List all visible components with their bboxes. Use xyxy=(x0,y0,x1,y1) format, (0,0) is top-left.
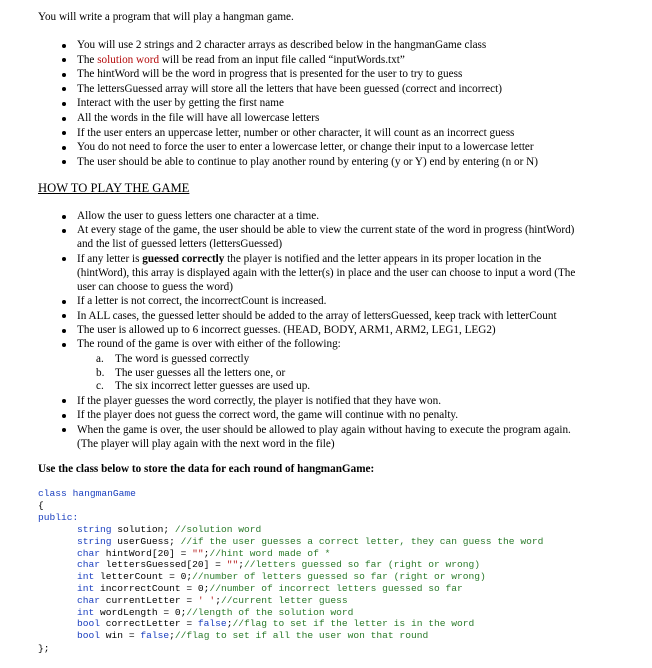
rule-line xyxy=(77,281,233,294)
end-condition-text: The user guesses all the letters one, or xyxy=(115,366,286,379)
rule-line xyxy=(77,310,557,323)
requirement-item xyxy=(77,112,319,125)
code-token: solution; xyxy=(111,524,175,535)
rule-line xyxy=(77,338,341,351)
code-token: //length of the solution word xyxy=(186,606,354,618)
requirement-item xyxy=(77,83,502,96)
end-condition-text: The six incorrect letter guesses are used up. xyxy=(115,380,311,393)
text-span: If the player does not guess the correct word, the game will continue with no penalty. xyxy=(77,409,459,422)
bullet-dot xyxy=(62,58,66,62)
code-token: int xyxy=(77,583,95,594)
code-token: //solution word xyxy=(174,524,262,535)
text-span: In ALL cases, the guessed letter should be added to the array of lettersGuessed, keep track with letterCount xyxy=(77,309,557,322)
code-member-line xyxy=(77,607,353,619)
bullet-dot xyxy=(62,314,66,318)
bullet-dot xyxy=(62,102,66,106)
code-token: //if the user guesses a correct letter, they can guess the word xyxy=(180,535,544,547)
code-member-line xyxy=(77,524,261,536)
code-token: ; xyxy=(203,547,210,559)
bullet-dot xyxy=(62,399,66,403)
code-token: correctLetter = xyxy=(100,618,198,630)
code-class-keyword: class xyxy=(38,488,67,499)
text-span: solution word xyxy=(97,53,160,66)
bullet-dot xyxy=(62,329,66,333)
text-span: If the user enters an uppercase letter, number or other character, it will count as an incorrect guess xyxy=(77,126,515,139)
text-span: Interact with the user by getting the first name xyxy=(77,97,284,110)
code-token: ; xyxy=(226,618,233,630)
code-token: userGuess; xyxy=(111,535,181,547)
bullet-dot xyxy=(62,44,66,48)
text-span: user can choose to guess the word) xyxy=(77,280,233,293)
text-span: All the words in the file will have all lowercase letters xyxy=(77,112,320,124)
code-token: "" xyxy=(192,547,204,559)
code-token: ; xyxy=(238,559,244,571)
code-token: bool xyxy=(77,618,101,630)
code-token: int xyxy=(77,571,95,583)
end-condition-marker: b. xyxy=(96,366,105,379)
bullet-dot xyxy=(62,87,66,91)
rule-line xyxy=(77,224,574,237)
text-span: The round of the game is over with either of the following: xyxy=(77,338,341,351)
code-token: bool xyxy=(77,630,101,642)
code-token: false xyxy=(197,618,227,630)
intro-text: You will write a program that will play a hangman game. xyxy=(38,11,294,23)
code-token: char xyxy=(77,594,101,606)
bullet-dot xyxy=(62,131,66,135)
requirement-item xyxy=(77,54,405,67)
code-token: "" xyxy=(226,559,239,571)
code-token: int xyxy=(77,606,95,618)
bullet-dot xyxy=(62,257,66,261)
rule-line xyxy=(77,267,575,280)
code-token: //number of incorrect letters guessed so far xyxy=(209,583,463,594)
rule-line xyxy=(77,253,541,266)
text-span: If a letter is not correct, the incorrectCount is increased. xyxy=(77,295,327,308)
code-token: string xyxy=(77,524,112,535)
how-to-play-heading: HOW TO PLAY THE GAME xyxy=(38,181,190,195)
code-token: char xyxy=(77,547,101,559)
rule-line xyxy=(77,395,441,408)
code-token: //hint word made of * xyxy=(209,547,331,559)
code-token: ; xyxy=(215,594,221,606)
code-class-line xyxy=(38,488,136,500)
text-span: the player is notified and the letter appears in its proper location in the xyxy=(224,252,542,265)
requirement-item xyxy=(77,141,534,154)
bullet-dot xyxy=(62,229,66,233)
text-span: will be read from an input file called “inputWords.txt” xyxy=(159,53,405,66)
text-span: At every stage of the game, the user should be able to view the current state of the word in progress (hintWord) xyxy=(77,224,575,237)
code-token: win = xyxy=(100,630,141,642)
text-span: You do not need to force the user to enter a lowercase letter, or change their input to a lowercase letter xyxy=(77,141,534,154)
text-span: When the game is over, the user should be allowed to play again without having to execute the program again. xyxy=(77,423,571,436)
code-member-line xyxy=(77,559,480,571)
code-token: ' ' xyxy=(197,594,216,606)
code-class-name: hangmanGame xyxy=(72,488,136,499)
text-span: If any letter is xyxy=(77,252,143,265)
code-token: string xyxy=(77,535,112,547)
code-close-brace: }; xyxy=(38,643,50,654)
end-condition-marker: c. xyxy=(96,380,104,393)
bullet-dot xyxy=(62,414,66,418)
code-member-line xyxy=(77,536,543,548)
text-span: Allow the user to guess letters one character at a time. xyxy=(77,210,319,222)
bullet-dot xyxy=(62,73,66,77)
code-token: //flag to set if all the user won that round xyxy=(174,630,429,642)
text-span: The lettersGuessed array will store all the letters that have been guessed (correct and incorrect) xyxy=(77,82,502,95)
code-token: char xyxy=(77,559,101,571)
requirement-item xyxy=(77,156,538,169)
code-token: //letters guessed so far (right or wrong) xyxy=(243,559,481,571)
code-open-brace: { xyxy=(38,500,44,511)
rule-line xyxy=(77,438,335,451)
rule-line xyxy=(77,424,571,437)
bullet-dot xyxy=(62,300,66,304)
code-token: ; xyxy=(169,630,175,642)
rule-line xyxy=(77,210,319,223)
requirement-item xyxy=(77,127,514,140)
code-token: lettersGuessed[20] = xyxy=(100,559,227,571)
code-token: //number of letters guessed so far (right or wrong) xyxy=(192,571,486,583)
code-member-line xyxy=(77,571,486,583)
code-member-line xyxy=(77,583,463,595)
code-member-line xyxy=(77,630,428,642)
text-span: You will use 2 strings and 2 character arrays as described below in the hangmanGame class xyxy=(77,39,487,51)
code-token: incorrectCount = 0; xyxy=(94,583,210,594)
text-span: (The player will play again with the next word in the file) xyxy=(77,437,335,450)
end-condition-marker: a. xyxy=(96,352,104,365)
text-span: and the list of guessed letters (lettersGuessed) xyxy=(77,238,283,251)
bullet-dot xyxy=(62,117,66,121)
class-heading: Use the class below to store the data for each round of hangmanGame: xyxy=(38,463,375,475)
code-token: hintWord[20] = xyxy=(100,547,193,559)
text-span: The hintWord will be the word in progress that is presented for the user to try to guess xyxy=(77,68,463,81)
text-span: guessed correctly xyxy=(142,252,225,265)
text-span: The user should be able to continue to play another round by entering (y or Y) end by entering (n or N) xyxy=(77,155,538,168)
text-span: The xyxy=(77,53,98,66)
bullet-dot xyxy=(62,343,66,347)
requirement-item xyxy=(77,39,486,52)
code-token: //current letter guess xyxy=(220,594,348,606)
code-member-line xyxy=(77,618,474,630)
code-member-line xyxy=(77,548,330,560)
requirement-item xyxy=(77,97,284,110)
code-member-line xyxy=(77,595,348,607)
code-token: false xyxy=(140,630,170,642)
code-token: //flag to set if the letter is in the word xyxy=(232,618,475,630)
code-token: currentLetter = xyxy=(100,594,198,606)
rule-line xyxy=(77,324,496,337)
bullet-dot xyxy=(62,428,66,432)
rule-line xyxy=(77,295,326,308)
code-public-keyword: public: xyxy=(38,512,79,523)
end-condition-text: The word is guessed correctly xyxy=(115,352,250,365)
text-span: (hintWord), this array is displayed again with the letter(s) in place and the user can choose to input a word (The xyxy=(77,266,576,279)
code-token: wordLength = 0; xyxy=(94,606,187,618)
text-span: If the player guesses the word correctly, the player is notified that they have won. xyxy=(77,394,441,407)
requirement-item xyxy=(77,68,462,81)
rule-line xyxy=(77,409,458,422)
code-token: letterCount = 0; xyxy=(94,571,193,583)
bullet-dot xyxy=(62,146,66,150)
text-span: The user is allowed up to 6 incorrect guesses. (HEAD, BODY, ARM1, ARM2, LEG1, LEG2) xyxy=(77,324,496,336)
bullet-dot xyxy=(62,160,66,164)
rule-line xyxy=(77,238,282,251)
bullet-dot xyxy=(62,215,66,219)
